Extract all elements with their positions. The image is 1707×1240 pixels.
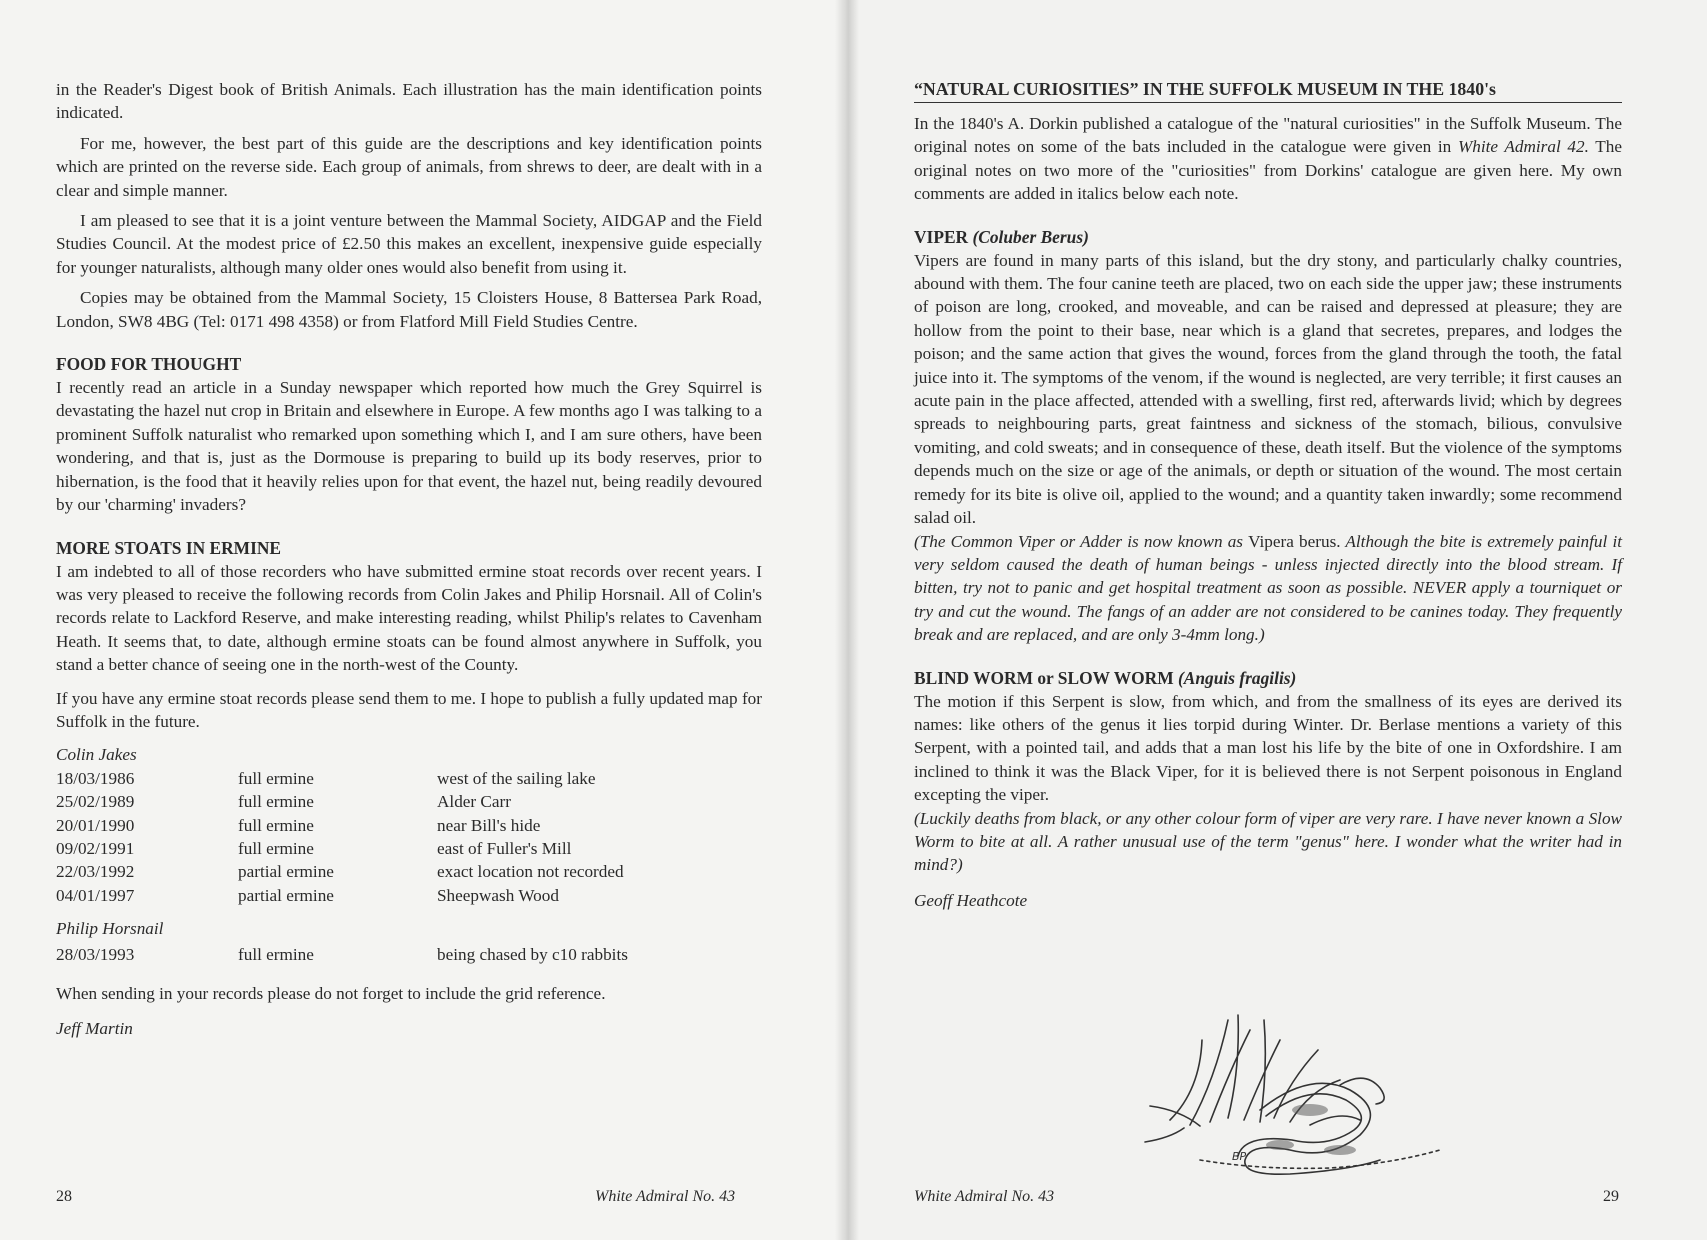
viper-comment-cont: Although the bite is extremely painful it very seldom caused the death of human beings - unless injected directly into the blood stream. If bitten, try not to panic and get hospital treatment as soon as possible. NEVER apply a tourniquet or try and cut the wound. The fangs of an adder are not considered to be canines today. They frequently break and are replaced, and are only 3-4mm long.): [914, 531, 1622, 645]
record-place: near Bill's hide: [437, 815, 541, 835]
record-type: full ermine: [238, 792, 314, 812]
records-list-2: [56, 943, 762, 966]
record-date: 09/02/1991: [56, 838, 135, 858]
closing-note: When sending in your records please do not forget to include the grid reference.: [56, 984, 606, 1003]
record-place: Alder Carr: [437, 792, 511, 812]
article-intro: [914, 112, 1622, 206]
records-list-1: [56, 767, 762, 907]
right-column: [914, 78, 1622, 912]
intro-reference: White Admiral 42.: [1457, 137, 1589, 157]
viper-heading: [914, 226, 1622, 249]
record-row: [56, 767, 762, 790]
intro-line: in the Reader's Digest book of British Animals. Each illustration has the main identification points indicated.: [56, 80, 762, 123]
stoats-text-2: If you have any ermine stoat records please send them to me. I hope to publish a fully updated map for Suffolk in the future.: [56, 688, 762, 731]
record-place: exact location not recorded: [437, 862, 624, 882]
page-number-left: 28: [56, 1188, 72, 1205]
record-place: east of Fuller's Mill: [437, 838, 572, 858]
viper-text: Vipers are found in many parts of this island, but the dry stony, and particularly chalky countries, abound with them. The four canine teeth are placed, two on each side the upper jaw; these instruments of poison are long, crooked, and moveable, and can be raised and depressed at pleasure; they are hollow from the point to their base, near which is a gland that secretes, prepares, and lodges the poison; and the same action that gives the wound, forces from the gland through the tooth, the fatal juice into it. The symptoms of the venom, if the wound is neglected, are very terrible; it first causes an acute pain in the place affected, attended with a swelling, first red, afterwards livid; which by degrees spreads to neighbouring parts, great faintness and sickness of the stomach, bilious, convulsive vomiting, and cold sweats; and in consequence of these, death itself. But the violence of the symptoms depends much on the size or age of the animals, or depth or situation of the wound. The most certain remedy for its bite is olive oil, applied to the wound; and a quantity taken inwardly; some recommend salad oil.: [914, 250, 1622, 528]
record-date: 28/03/1993: [56, 944, 135, 964]
record-row: [56, 860, 762, 883]
record-row: [56, 837, 762, 860]
viper-heading-text: VIPER: [914, 226, 969, 247]
record-date: 18/03/1986: [56, 768, 135, 788]
recorder-name: Philip Horsnail: [56, 919, 164, 939]
stoats-heading: MORE STOATS IN ERMINE: [56, 537, 281, 558]
author-signature: Geoff Heathcote: [914, 890, 1028, 910]
record-date: 22/03/1992: [56, 862, 135, 882]
record-row: [56, 884, 762, 907]
paragraph: I am pleased to see that it is a joint venture between the Mammal Society, AIDGAP and the Field Studies Council. At the modest price of £2.50 this makes an excellent, inexpensive guide especially for younger naturalists, although many older ones would also benefit from using it.: [56, 211, 762, 277]
viper-species: Vipera berus.: [1248, 531, 1341, 551]
illustrator-signature: BP: [1232, 1150, 1247, 1163]
record-type: full ermine: [238, 838, 314, 858]
stoats-text: I am indebted to all of those recorders who have submitted ermine stoat records over recent years. I was very pleased to receive the following records from Colin Jakes and Philip Horsnail. All of Colin's records relate to Lackford Reserve, and make interesting reading, whilst Philip's relates to Cavenham Heath. It seems that, to date, although ermine stoats can be found almost anywhere in Suffolk, you stand a better chance of seeing one in the north-west of the County.: [56, 561, 762, 675]
record-type: full ermine: [238, 768, 314, 788]
record-type: partial ermine: [238, 885, 334, 905]
journal-footer-right: White Admiral No. 43: [914, 1188, 1055, 1205]
viper-comment: [914, 530, 1622, 647]
page-number-right: 29: [1603, 1188, 1619, 1205]
viper-comment-text: (The Common Viper or Adder is now known as: [914, 531, 1249, 551]
blind-heading-text: BLIND WORM or SLOW WORM: [914, 667, 1174, 688]
food-text: I recently read an article in a Sunday newspaper which reported how much the Grey Squirrel is devastating the hazel nut crop in Britain and elsewhere in Europe. A few months ago I was talking to a prominent Suffolk naturalist who remarked upon something which I, and I am sure others, have been wondering, and that is, just as the Dormouse is preparing to build up its body reserves, prior to hibernation, is the food that it heavily relies upon for that event, the hazel nut, being readily devoured by our 'charming' invaders?: [56, 378, 762, 515]
intro-text: In the 1840's A. Dorkin published a catalogue of the "natural curiosities" in the Suffolk Museum. The original notes on some of the bats included in the catalogue were given in: [914, 114, 1622, 157]
paragraph: Copies may be obtained from the Mammal Society, 15 Cloisters House, 8 Battersea Park Road, London, SW8 4BG (Tel: 0171 498 4358) or from Flatford Mill Field Studies Centre.: [56, 288, 762, 331]
recorder-name: Colin Jakes: [56, 745, 137, 765]
viper-latin: (Coluber Berus): [972, 226, 1089, 247]
food-heading: FOOD FOR THOUGHT: [56, 354, 242, 375]
intro-text-cont: The original notes on two more of the "curiosities" from Dorkins' catalogue are given here. My own comments are added in italics below each note.: [914, 137, 1622, 204]
blind-worm-text: The motion if this Serpent is slow, from which, and from the smallness of its eyes are derived its names: like others of the genus it lies torpid during Winter. Dr. Berlase mentions a variety of this Serpent, with a pointed tail, and adds that a man lost his life by the bite of one in Oxfordshire. I am inclined to think it was the Black Viper, for it is believed there is not Serpent poisonous in England excepting the viper.: [914, 691, 1622, 805]
record-type: full ermine: [238, 944, 314, 964]
record-row: [56, 790, 762, 813]
journal-footer-left: White Admiral No. 43: [595, 1188, 736, 1205]
record-place: being chased by c10 rabbits: [437, 944, 628, 964]
blind-latin: (Anguis fragilis): [1177, 667, 1297, 688]
record-date: 25/02/1989: [56, 792, 135, 812]
paragraph: For me, however, the best part of this guide are the descriptions and key identification points which are printed on the reverse side. Each group of animals, from shrews to deer, are dealt with in a clear and simple manner.: [56, 133, 762, 200]
record-place: west of the sailing lake: [437, 768, 596, 788]
record-date: 20/01/1990: [56, 815, 135, 835]
blind-worm-heading: [914, 667, 1622, 690]
record-row: [56, 814, 762, 837]
left-column: [56, 78, 762, 1041]
record-row: [56, 943, 762, 966]
record-date: 04/01/1997: [56, 885, 135, 905]
record-place: Sheepwash Wood: [437, 885, 559, 905]
book-gutter: [835, 0, 859, 1240]
author-signature: Jeff Martin: [56, 1019, 133, 1039]
record-type: partial ermine: [238, 862, 334, 882]
slow-worm-illustration: [1140, 1010, 1450, 1180]
article-title: “NATURAL CURIOSITIES” IN THE SUFFOLK MUSEUM IN THE 1840's: [914, 78, 1622, 103]
blind-worm-comment: (Luckily deaths from black, or any other colour form of viper are very rare. I have never known a Slow Worm to bite at all. A rather unusual use of the term "genus" here. I wonder what the writer had in mind?): [914, 808, 1622, 875]
record-type: full ermine: [238, 815, 314, 835]
